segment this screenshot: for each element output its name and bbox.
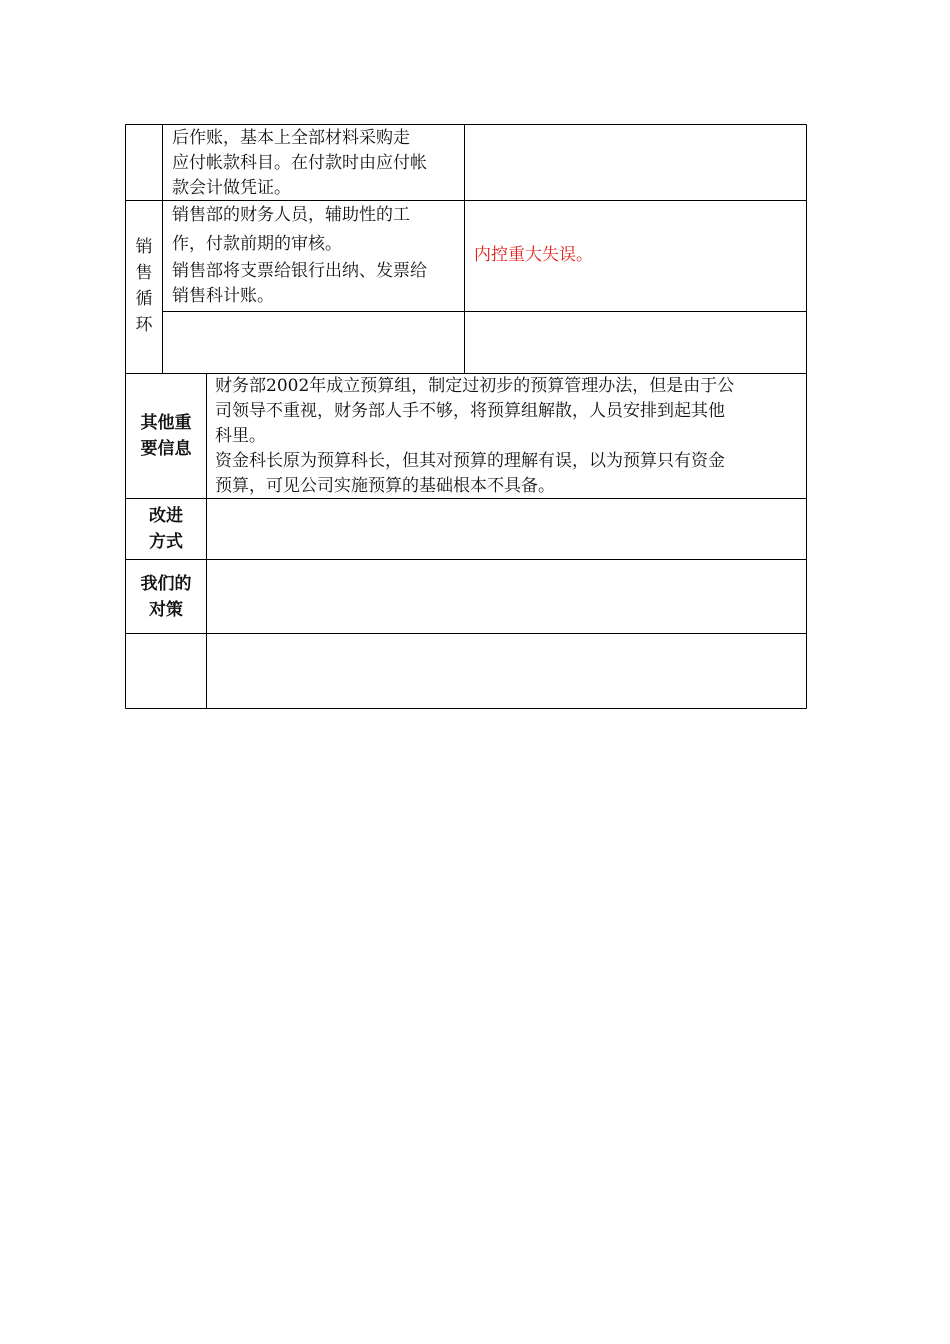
other-info-para2-line-2: 预算，可见公司实施预算的基础根本不具备。	[215, 476, 555, 496]
row1-line-3: 款会计做凭证。	[172, 178, 291, 198]
other-info-label-line-1: 其他重	[140, 413, 192, 433]
sales-para1-line-1: 销售部的财务人员，辅助性的工	[172, 205, 410, 225]
other-info-label	[126, 374, 206, 498]
internal-control-failure-note: 内控重大失误。	[474, 245, 593, 265]
sales-cycle-label	[126, 200, 162, 372]
sales-cycle-description	[172, 201, 462, 309]
countermeasures-label-line-1: 我们的	[140, 573, 192, 594]
row1-line-1: 后作账，基本上全部材料采购走	[172, 128, 410, 148]
row1-description	[172, 126, 462, 201]
sales-cycle-char-3: 循	[135, 289, 153, 309]
other-info-para1-line-1: 财务部2002年成立预算组，制定过初步的预算管理办法，但是由于公	[215, 376, 735, 396]
sales-para1-line-2: 作，付款前期的审核。	[172, 234, 342, 254]
other-info-content	[215, 374, 803, 499]
other-info-label-line-2: 要信息	[140, 439, 192, 459]
sales-cycle-char-2: 售	[135, 263, 153, 283]
other-info-para1-line-2: 司领导不重视，财务部人手不够，将预算组解散，人员安排到起其他	[215, 401, 725, 421]
other-info-para2-line-1: 资金科长原为预算科长，但其对预算的理解有误，以为预算只有资金	[215, 451, 725, 471]
countermeasures-label	[126, 560, 206, 633]
sales-para2-line-1: 销售部将支票给银行出纳、发票给	[172, 261, 427, 281]
countermeasures-label-line-2: 对策	[149, 599, 183, 620]
other-info-para1-line-3: 科里。	[215, 426, 266, 446]
improvement-label	[126, 499, 206, 559]
row1-line-2: 应付帐款科目。在付款时由应付帐	[172, 153, 427, 173]
improvement-label-line-2: 方式	[149, 532, 183, 552]
improvement-label-line-1: 改进	[149, 506, 183, 526]
sales-cycle-char-4: 环	[135, 315, 153, 335]
sales-cycle-char-1: 销	[135, 237, 153, 257]
sales-para2-line-2: 销售科计账。	[172, 286, 274, 306]
